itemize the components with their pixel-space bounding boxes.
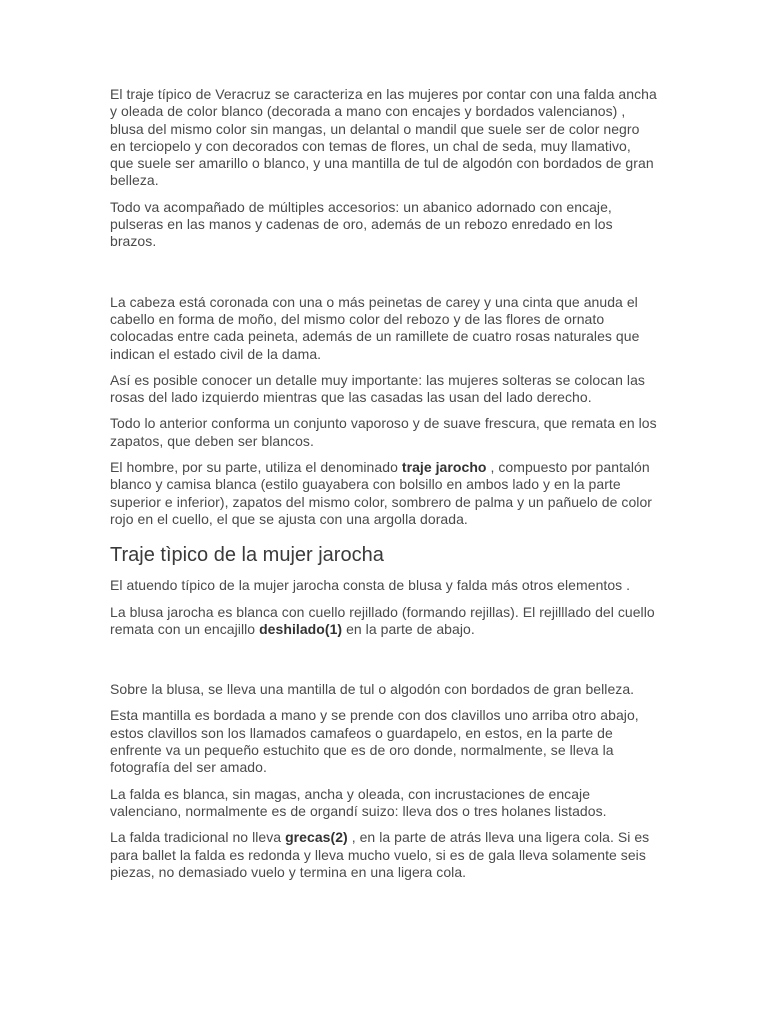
paragraph-head-adornment: La cabeza está coronada con una o más peinetas de carey y una cinta que anuda el cabello en forma de moño, del mismo color del rebozo y de las flores de ornato colocadas entre cada peineta, además de un ramillete de cuatro rosas naturales que indican el estado civil de la dama. — [110, 293, 640, 362]
bold-term-grecas: grecas(2) — [285, 829, 348, 846]
paragraph-accessories: Todo va acompañado de múltiples accesorios: un abanico adornado con encaje, pulseras en las manos y cadenas de oro, además de un rebozo enredado en los brazos. — [110, 198, 613, 250]
paragraph-veracruz-dress: El traje típico de Veracruz se caracteriza en las mujeres por contar con una falda ancha y oleada de color blanco (decorada a mano con encajes y bordados valencianos) , blusa del mismo color sin mangas, un delantal o mandil que suele ser de color negro en terciopelo y con decorados con temas de flores, un chal de seda, muy llamativo, que suele ser amarillo o blanco, y una mantilla de tul de algodón con bordados de gran belleza. — [110, 86, 657, 189]
paragraph-mantilla: Sobre la blusa, se lleva una mantilla de tul o algodón con bordados de gran belleza. — [110, 681, 635, 698]
paragraph-roses-detail: Así es posible conocer un detalle muy importante: las mujeres solteras se colocan las rosas del lado izquierdo mientras que las casadas las usan del lado derecho. — [110, 371, 645, 406]
paragraph-blouse — [110, 604, 658, 639]
paragraph-shoes: Todo lo anterior conforma un conjunto vaporoso y de suave frescura, que remata en los zapatos, que deben ser blancos. — [110, 415, 657, 449]
paragraph-mantilla-clasps: Esta mantilla es bordada a mano y se prende con dos clavillos uno arriba otro abajo, estos clavillos son los llamados camafeos o guardapelo, en estos, en la parte de enfrente va un pequeño estuchito que es de oro donde, normalmente, se lleva la fotografía del ser amado. — [110, 707, 639, 776]
paragraph-traditional-skirt — [110, 829, 658, 881]
paragraph-text: La falda tradicional no lleva — [110, 829, 286, 846]
paragraph-outfit-intro: El atuendo típico de la mujer jarocha consta de blusa y falda más otros elementos . — [110, 577, 631, 594]
paragraph-text: , compuesto por pantalón blanco y camisa blanca (estilo guayabera con bolsillo en ambos lado y en la parte superior e inferior), zapatos del mismo color, sombrero de palma y un pañuelo de color rojo en el cuello, el que se ajusta con una argolla dorada. — [110, 459, 653, 527]
paragraph-skirt: La falda es blanca, sin magas, ancha y oleada, con incrustaciones de encaje valenciano, normalmente es de organdí suizo: lleva dos o tres holanes listados. — [110, 785, 607, 819]
paragraph-text: , en la parte de atrás lleva una ligera cola. Si es para ballet la falda es redonda y lleva mucho vuelo, si es de gala lleva solamente seis piezas, no demasiado vuelo y termina en una ligera cola. — [110, 829, 650, 880]
paragraph-text: La blusa jarocha es blanca con cuello rejillado (formando rejillas). El rejilllado del cuello remata con un encajillo — [110, 603, 655, 637]
paragraph-text: en la parte de abajo. — [342, 620, 475, 637]
bold-term-traje-jarocho: traje jarocho — [401, 459, 487, 476]
document-body — [110, 86, 658, 881]
section-heading: Traje tìpico de la mujer jarocha — [110, 544, 384, 567]
paragraph-text: El hombre, por su parte, utiliza el denominado — [110, 459, 402, 476]
bold-term-deshilado: deshilado(1) — [259, 620, 343, 637]
paragraph-male-dress — [110, 459, 658, 528]
